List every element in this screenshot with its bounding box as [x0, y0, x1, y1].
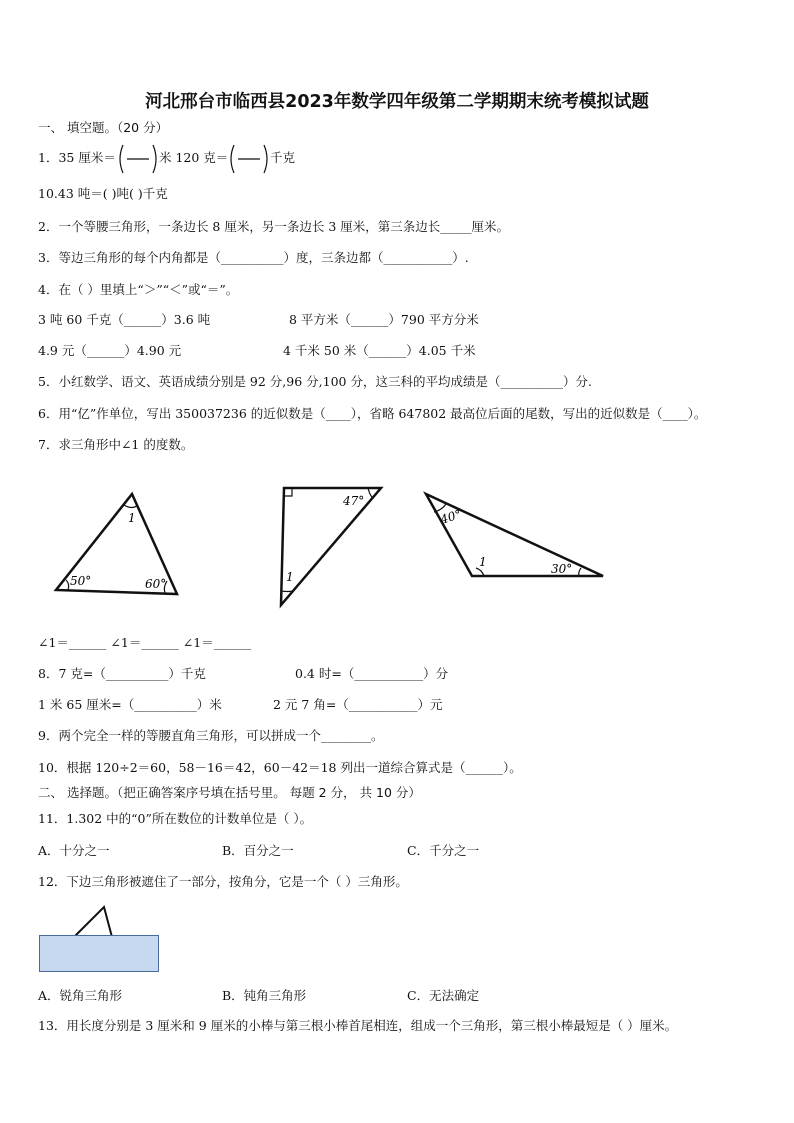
question-8-c: 1 米 65 厘米=（__________）米 [38, 697, 222, 712]
question-1-part-b: 米 120 克＝ [159, 150, 229, 165]
triangle-figure-1 [50, 488, 185, 600]
triangle-3-angle-right: 30° [551, 562, 573, 576]
question-1-tons: 10.43 吨＝( )吨( )千克 [38, 186, 168, 201]
triangle-3-angle-mid: 1 [479, 555, 487, 569]
triangle-2-angle-top: 47° [343, 494, 365, 508]
question-12-option-a: A．锐角三角形 [38, 988, 123, 1003]
question-7: 7．求三角形中∠1 的度数。 [38, 437, 194, 452]
triangle-1-angle-top: 1 [128, 511, 136, 525]
triangle-figure-3 [420, 488, 610, 584]
question-11-option-b: B．百分之一 [222, 843, 294, 858]
question-13: 13．用长度分别是 3 厘米和 9 厘米的小棒与第三根小棒首尾相连，组成一个三角形，第三根小棒最短是（ ）厘米。 [38, 1018, 678, 1033]
question-10: 10．根据 120÷2＝60，58－16＝42，60－42＝18 列出一道综合算式是（______）。 [38, 760, 522, 775]
section-heading-fill-blank: 一、 填空题。（20 分） [38, 120, 169, 135]
question-11-option-c: C．千分之一 [407, 843, 480, 858]
question-8-b: 0.4 时=（___________）分 [295, 666, 449, 681]
question-4-item-a: 3 吨 60 千克（______）3.6 吨 [38, 312, 211, 327]
question-11-option-a: A．十分之一 [38, 843, 110, 858]
question-1-part-c: 千克 [270, 150, 296, 165]
question-12-option-c: C．无法确定 [407, 988, 480, 1003]
question-2: 2．一个等腰三角形，一条边长 8 厘米，另一条边长 3 厘米，第三条边长_____厘米。 [38, 219, 510, 234]
question-11: 11．1.302 中的“0”所在数位的计数单位是（ ）。 [38, 811, 313, 826]
question-4-item-b: 8 平方米（______）790 平方分米 [289, 312, 479, 327]
question-3: 3．等边三角形的每个内角都是（__________）度，三条边都（___________）. [38, 250, 469, 265]
question-12: 12．下边三角形被遮住了一部分，按角分，它是一个（ ）三角形。 [38, 874, 408, 889]
question-9: 9．两个完全一样的等腰直角三角形，可以拼成一个________。 [38, 728, 384, 743]
triangle-3-angle-left: 40° [438, 506, 464, 527]
section-heading-choice: 二、 选择题。（把正确答案序号填在括号里。 每题 2 分， 共 10 分） [38, 785, 421, 800]
triangle-2-angle-bottom: 1 [286, 570, 294, 584]
question-5: 5．小红数学、语文、英语成绩分别是 92 分,96 分,100 分，这三科的平均成绩是（__________）分. [38, 374, 592, 389]
question-8-d: 2 元 7 角=（___________）元 [273, 697, 443, 712]
question-8-a: 8．7 克=（__________）千克 [38, 666, 206, 681]
covered-triangle-figure [68, 904, 128, 938]
fraction-blank-2 [228, 143, 270, 175]
fraction-blank-1 [117, 143, 159, 175]
triangle-1-angle-left: 50° [70, 574, 92, 588]
covering-rectangle [39, 935, 159, 972]
triangle-1-angle-right: 60° [145, 577, 167, 591]
question-7-answers: ∠1＝______ ∠1＝______ ∠1＝______ [38, 635, 252, 650]
question-4-item-c: 4.9 元（______）4.90 元 [38, 343, 182, 358]
question-1-part-a: 1．35 厘米＝ [38, 150, 116, 165]
question-12-option-b: B．钝角三角形 [222, 988, 307, 1003]
question-4-item-d: 4 千米 50 米（______）4.05 千米 [283, 343, 476, 358]
page-title: 河北邢台市临西县2023年数学四年级第二学期期末统考模拟试题 [145, 92, 649, 112]
question-4: 4．在（ ）里填上“＞”“＜”或“＝”。 [38, 282, 239, 297]
triangle-figure-2 [275, 484, 387, 610]
question-6: 6．用“亿”作单位，写出 350037236 的近似数是（____），省略 647802 最高位后面的尾数，写出的近似数是（____）。 [38, 406, 707, 421]
